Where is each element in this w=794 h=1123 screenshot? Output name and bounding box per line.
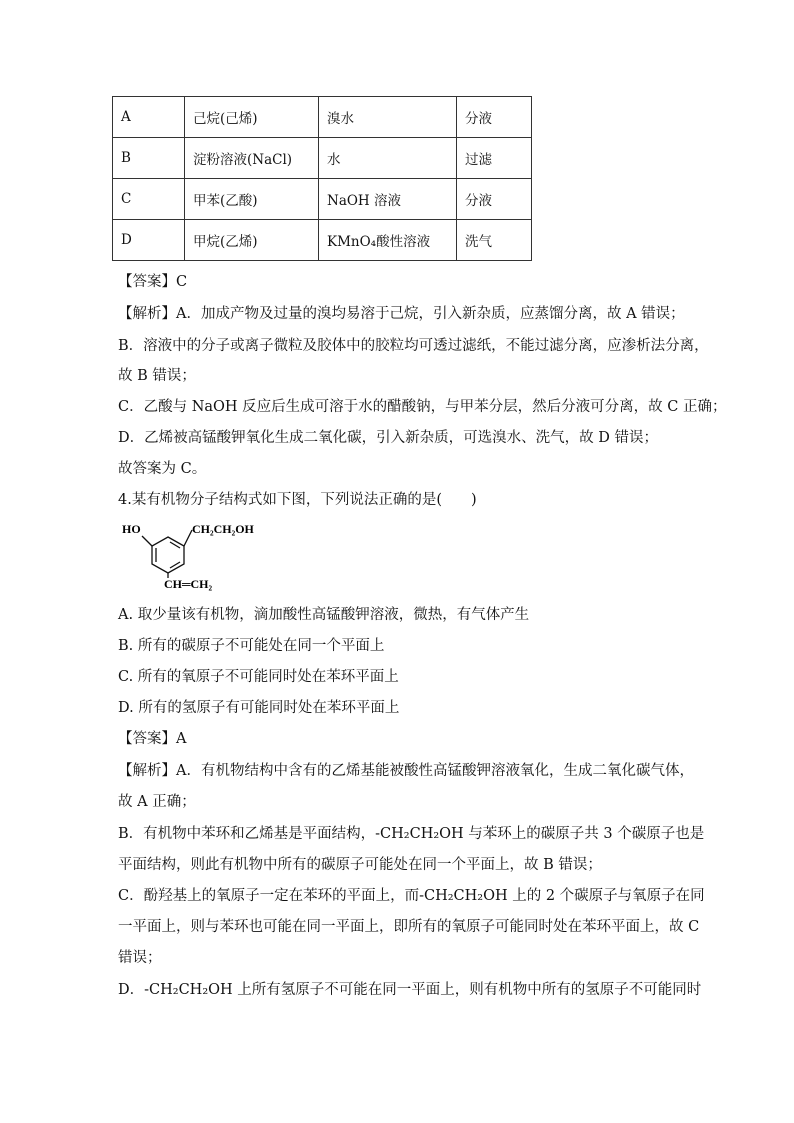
q3-analysis-line: 故答案为 C。 — [118, 461, 207, 477]
row-label: B — [113, 138, 185, 179]
method-cell: 分液 — [457, 179, 532, 220]
table-row — [113, 179, 532, 220]
q4-analysis-line: 故 A 正确； — [118, 794, 196, 810]
table-row — [113, 138, 532, 179]
q4-analysis-line: D．-CH₂CH₂OH 上所有氢原子不可能在同一平面上，则有机物中所有的氢原子不可能同时 — [118, 982, 702, 998]
mixture-cell: 甲烷(乙烯) — [185, 220, 319, 261]
reagent-cell: 溴水 — [319, 97, 457, 138]
table-row — [113, 220, 532, 261]
q3-answer: 【答案】C — [118, 274, 188, 290]
q4-analysis-line: B．有机物中苯环和乙烯基是平面结构，-CH₂CH₂OH 与苯环上的碳原子共 3 个碳原子也是 — [118, 826, 705, 842]
q4-analysis-line: 错误； — [118, 950, 162, 966]
options-table — [112, 96, 532, 261]
mixture-cell: 甲苯(乙酸) — [185, 179, 319, 220]
q4-analysis-line: 平面结构，则此有机物中所有的碳原子可能处在同一个平面上，故 B 错误； — [118, 857, 602, 873]
row-label: D — [113, 220, 185, 261]
q4-answer: 【答案】A — [118, 731, 187, 747]
q4-option-b: B. 所有的碳原子不可能处在同一个平面上 — [118, 638, 385, 654]
q4-analysis-line: 一平面上，则与苯环也可能在同一平面上，即所有的氧原子可能同时处在苯环平面上，故 C — [118, 919, 700, 935]
row-label: A — [113, 97, 185, 138]
row-label: C — [113, 179, 185, 220]
q4-option-c: C. 所有的氧原子不可能同时处在苯环平面上 — [118, 669, 399, 685]
method-cell: 分液 — [457, 97, 532, 138]
molecule-structure — [120, 516, 270, 594]
q4-analysis-line: C．酚羟基上的氧原子一定在苯环的平面上，而-CH₂CH₂OH 上的 2 个碳原子与氧原子在同 — [118, 888, 705, 904]
q3-analysis-line: 故 B 错误； — [118, 368, 196, 384]
table-row — [113, 97, 532, 138]
method-cell: 洗气 — [457, 220, 532, 261]
benzene-ring — [142, 530, 192, 578]
q3-analysis-line: 【解析】A．加成产物及过量的溴均易溶于己烷，引入新杂质，应蒸馏分离，故 A 错误； — [118, 306, 685, 322]
vinyl-group-label: CH═CH₂ — [164, 577, 213, 591]
q4-stem: 4.某有机物分子结构式如下图，下列说法正确的是( ) — [118, 492, 477, 508]
ethanol-group-label: CH₂CH₂OH — [192, 522, 254, 536]
q3-analysis-line: D．乙烯被高锰酸钾氧化生成二氧化碳，引入新杂质，可选溴水、洗气，故 D 错误； — [118, 430, 658, 446]
reagent-cell: 水 — [319, 138, 457, 179]
hydroxyl-group-label: HO — [122, 522, 141, 536]
mixture-cell: 己烷(己烯) — [185, 97, 319, 138]
q4-option-a: A. 取少量该有机物，滴加酸性高锰酸钾溶液，微热，有气体产生 — [118, 607, 530, 623]
reagent-cell: NaOH 溶液 — [319, 179, 457, 220]
reagent-cell: KMnO₄酸性溶液 — [319, 220, 457, 261]
mixture-cell: 淀粉溶液(NaCl) — [185, 138, 319, 179]
method-cell: 过滤 — [457, 138, 532, 179]
q3-analysis-line: C．乙酸与 NaOH 反应后生成可溶于水的醋酸钠，与甲苯分层，然后分液可分离，故 C 正确； — [118, 399, 727, 415]
q4-option-d: D. 所有的氢原子有可能同时处在苯环平面上 — [118, 700, 400, 716]
q4-analysis-line: 【解析】A．有机物结构中含有的乙烯基能被酸性高锰酸钾溶液氧化，生成二氧化碳气体， — [118, 763, 694, 779]
q3-analysis-line: B．溶液中的分子或离子微粒及胶体中的胶粒均可透过滤纸，不能过滤分离，应渗析法分离， — [118, 338, 709, 354]
